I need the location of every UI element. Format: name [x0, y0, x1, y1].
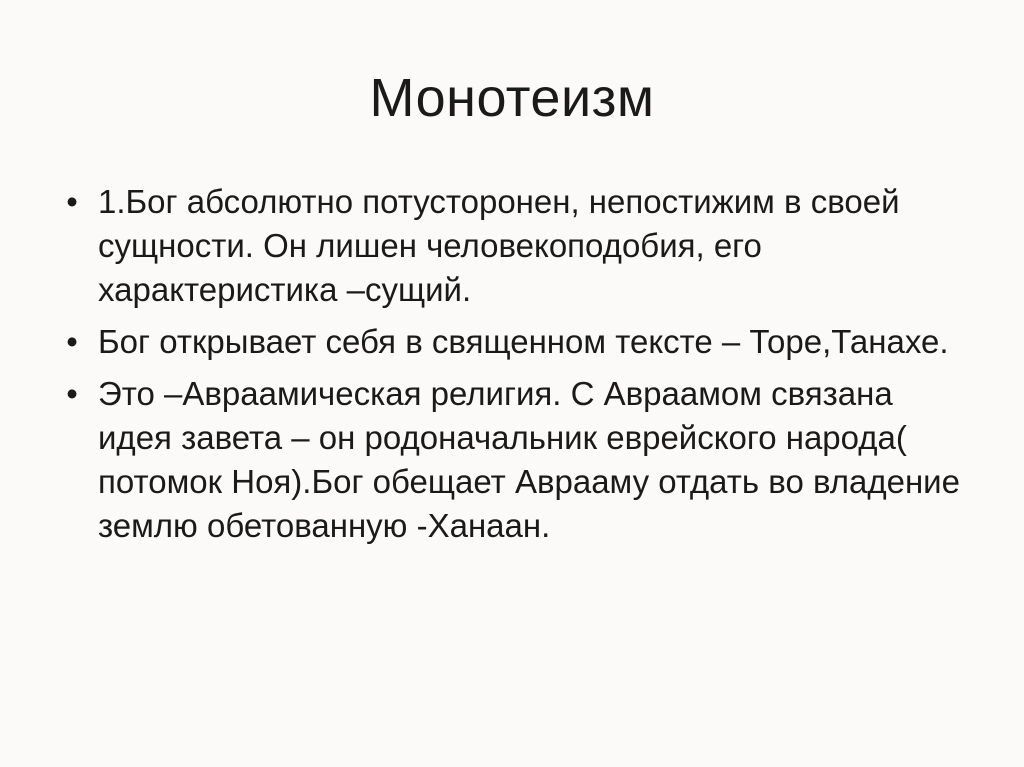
bullet-dot-icon: • — [66, 375, 78, 412]
bullet-text: Бог открывает себя в священном тексте – Торе,Танахе. — [98, 323, 949, 360]
slide-title: Монотеизм — [369, 68, 655, 128]
bullet-text: 1.Бог абсолютно потусторонен, непостижим в своей сущности. Он лишен человекоподобия, его характеристика –сущий. — [98, 183, 900, 308]
bullet-item — [62, 320, 962, 364]
bullet-item — [62, 180, 962, 312]
bullet-list — [62, 180, 962, 556]
bullet-dot-icon: • — [66, 323, 78, 360]
bullet-item — [62, 372, 962, 548]
bullet-text: Это –Авраамическая религия. С Авраамом связана идея завета – он родоначальник еврейского народа( потомок Ноя).Бог обещает Аврааму отдать во владение землю обетованную -Ханаан. — [98, 375, 960, 544]
bullet-dot-icon: • — [66, 183, 78, 220]
